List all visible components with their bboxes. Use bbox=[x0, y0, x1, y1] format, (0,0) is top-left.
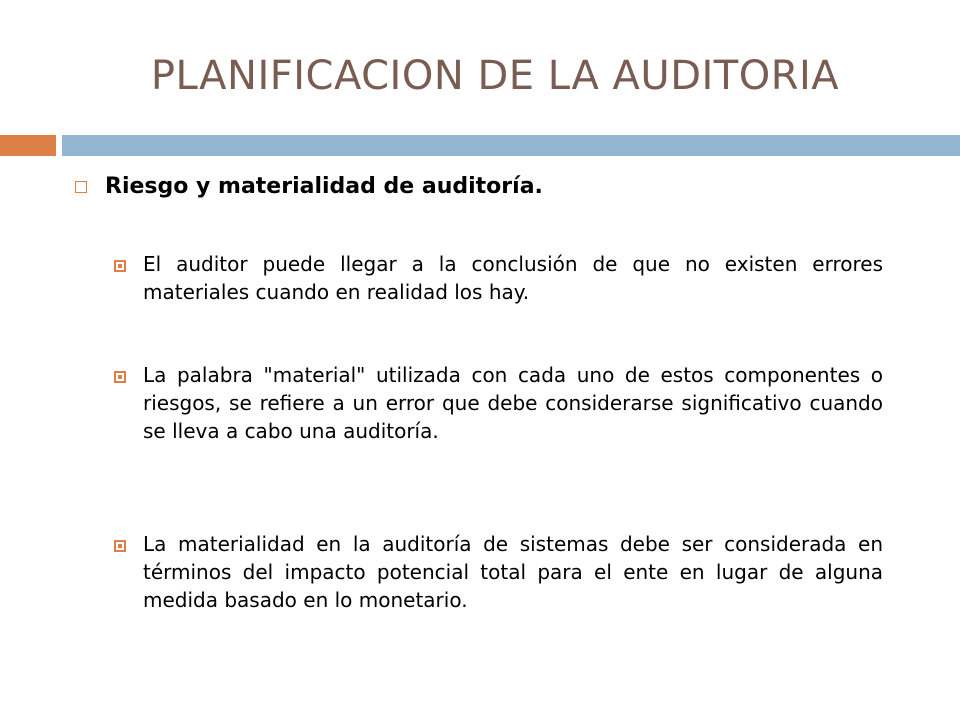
bullet-point-2 bbox=[114, 361, 884, 445]
title-underline-bar bbox=[62, 135, 960, 156]
slide-title: PLANIFICACION DE LA AUDITORIA bbox=[150, 53, 840, 99]
section-heading-text: Riesgo y materialidad de auditoría. bbox=[105, 174, 543, 199]
bullet-point-2-text: La palabra "material" utilizada con cada uno de estos componentes o riesgos, se refiere a un error que debe considerarse significativo cuando se lleva a cabo una auditoría. bbox=[143, 363, 883, 443]
bullet-point-3 bbox=[114, 530, 884, 614]
section-heading bbox=[75, 171, 875, 203]
bullet-point-1-text: El auditor puede llegar a la conclusión de que no existen errores materiales cuando en realidad los hay. bbox=[143, 252, 883, 304]
square-bullet-icon bbox=[114, 371, 126, 383]
hollow-square-icon bbox=[75, 181, 87, 193]
square-bullet-icon bbox=[114, 260, 126, 272]
square-bullet-icon bbox=[114, 540, 126, 552]
bullet-point-3-text: La materialidad en la auditoría de sistemas debe ser considerada en términos del impacto potencial total para el ente en lugar de alguna medida basado en lo monetario. bbox=[143, 532, 883, 612]
bullet-point-1 bbox=[114, 250, 884, 306]
title-accent-bar bbox=[0, 135, 56, 156]
